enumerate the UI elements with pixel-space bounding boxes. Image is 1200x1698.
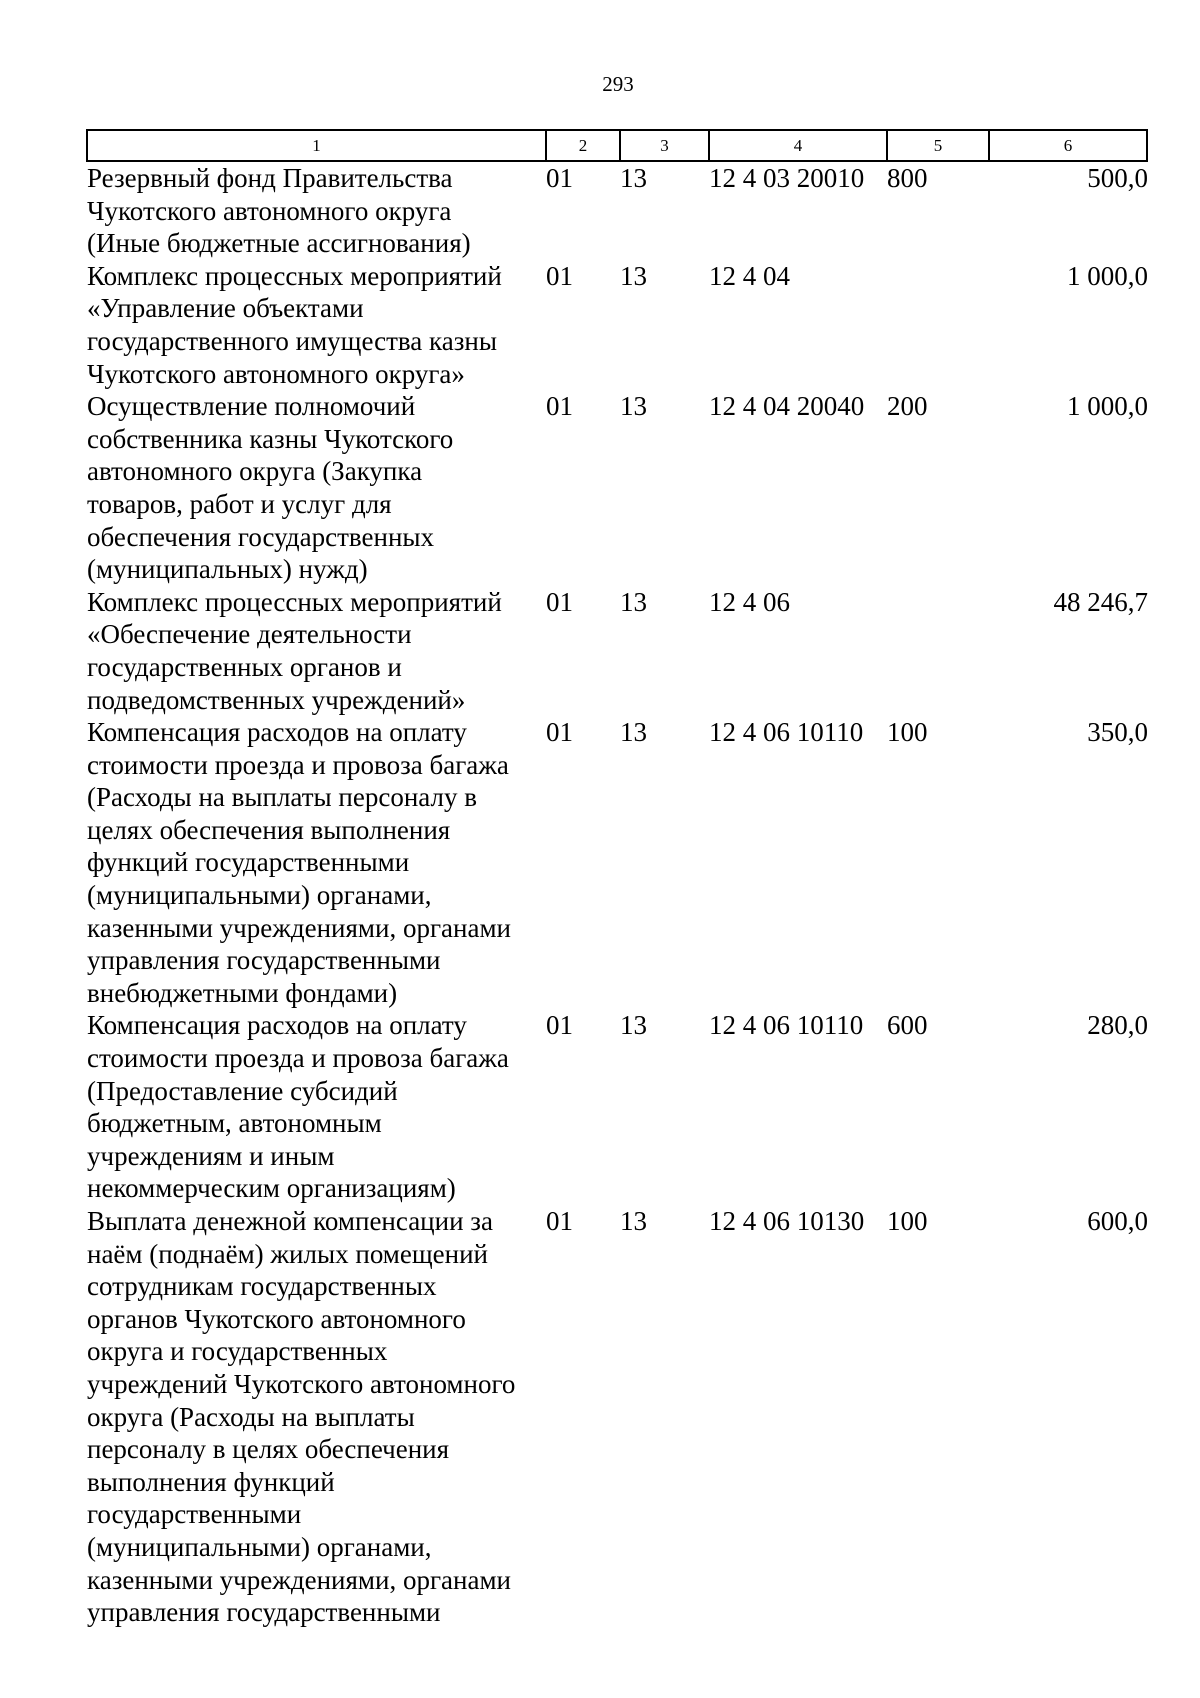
table-row bbox=[86, 390, 1148, 586]
table-row bbox=[86, 586, 1148, 716]
expense-name-line: Компенсация расходов на оплату bbox=[87, 717, 467, 748]
target-article-code: 12 4 04 20040 bbox=[709, 391, 865, 422]
subsection-code: 13 bbox=[620, 1010, 647, 1041]
subsection-code: 13 bbox=[620, 163, 647, 193]
expense-name-line: персоналу в целях обеспечения bbox=[87, 1434, 450, 1465]
expense-type-code: 100 bbox=[887, 1206, 928, 1236]
subsection-code: 13 bbox=[620, 586, 647, 617]
expense-name-line: Комплекс процессных мероприятий bbox=[87, 586, 502, 617]
expense-name-line: казенными учреждениями, органами bbox=[87, 912, 511, 943]
table-row bbox=[86, 260, 1148, 390]
expense-name-line: автономного округа (Закупка bbox=[87, 456, 423, 487]
amount: 48 246,7 bbox=[1053, 586, 1148, 617]
expense-name-line: обеспечения государственных bbox=[87, 521, 435, 552]
expense-name bbox=[86, 1205, 546, 1629]
amount: 280,0 bbox=[1087, 1010, 1148, 1041]
amount: 1 000,0 bbox=[1067, 260, 1148, 291]
expense-name-line: Чукотского автономного округа bbox=[87, 195, 452, 226]
subsection-code: 13 bbox=[620, 717, 647, 748]
expense-name-line: (Предоставление субсидий bbox=[87, 1075, 398, 1106]
header-col-2: 2 bbox=[546, 130, 620, 161]
section-code: 01 bbox=[546, 1010, 573, 1041]
expense-name-line: целях обеспечения выполнения bbox=[87, 814, 451, 845]
expense-name-line: округа и государственных bbox=[87, 1336, 388, 1367]
subsection-code: 13 bbox=[620, 391, 647, 422]
expense-name-line: стоимости проезда и провоза багажа bbox=[87, 749, 509, 780]
section-code: 01 bbox=[546, 1206, 573, 1236]
expense-name-line: «Обеспечение деятельности bbox=[87, 619, 412, 650]
subsection-code: 13 bbox=[620, 1206, 647, 1236]
expense-name-line: учреждениям и иным bbox=[87, 1140, 335, 1171]
expense-name bbox=[86, 162, 546, 260]
target-article-code: 12 4 06 10110 bbox=[709, 717, 864, 748]
header-col-4: 4 bbox=[709, 130, 887, 161]
target-article-code: 12 4 06 10110 bbox=[709, 1010, 864, 1041]
subsection-code: 13 bbox=[620, 260, 647, 291]
expense-name-line: Комплекс процессных мероприятий bbox=[87, 260, 502, 291]
expense-name-line: «Управление объектами bbox=[87, 293, 364, 324]
table-row bbox=[86, 162, 1148, 260]
expense-name-line: Резервный фонд Правительства bbox=[87, 163, 453, 193]
column-number-header bbox=[86, 129, 1148, 162]
target-article-code: 12 4 03 20010 bbox=[709, 163, 865, 193]
expense-name-line: государственных органов и bbox=[87, 651, 402, 682]
expense-name-line: (Расходы на выплаты персоналу в bbox=[87, 782, 477, 813]
expense-name-line: казенными учреждениями, органами bbox=[87, 1564, 511, 1595]
expense-name-line: некоммерческим организациям) bbox=[87, 1173, 456, 1204]
header-col-5: 5 bbox=[887, 130, 989, 161]
expense-name-line: (Иные бюджетные ассигнования) bbox=[87, 228, 471, 259]
expense-name-line: стоимости проезда и провоза багажа bbox=[87, 1043, 509, 1074]
expense-name-line: государственными bbox=[87, 1499, 302, 1530]
expense-type-code: 100 bbox=[887, 717, 928, 748]
expense-name bbox=[86, 260, 546, 390]
expense-type-code: 200 bbox=[887, 391, 928, 422]
header-col-1: 1 bbox=[87, 130, 546, 161]
table-row bbox=[86, 1009, 1148, 1205]
expense-name-line: бюджетным, автономным bbox=[87, 1108, 382, 1139]
expense-name-line: выполнения функций bbox=[87, 1466, 335, 1497]
expense-name bbox=[86, 390, 546, 586]
expense-name-line: органов Чукотского автономного bbox=[87, 1303, 466, 1334]
expense-name-line: собственника казны Чукотского bbox=[87, 423, 454, 454]
header-col-3: 3 bbox=[620, 130, 709, 161]
amount: 350,0 bbox=[1087, 717, 1148, 748]
expense-name bbox=[86, 586, 546, 716]
target-article-code: 12 4 06 10130 bbox=[709, 1206, 865, 1236]
expense-name-line: управления государственными bbox=[87, 1597, 441, 1628]
header-col-6: 6 bbox=[989, 130, 1147, 161]
amount: 600,0 bbox=[1087, 1206, 1148, 1236]
amount: 500,0 bbox=[1087, 163, 1148, 193]
target-article-code: 12 4 06 bbox=[709, 586, 790, 617]
expense-name bbox=[86, 1009, 546, 1205]
expense-name-line: внебюджетными фондами) bbox=[87, 977, 398, 1008]
expense-name-line: функций государственными bbox=[87, 847, 410, 878]
expense-name-line: наём (поднаём) жилых помещений bbox=[87, 1238, 488, 1269]
target-article-code: 12 4 04 bbox=[709, 260, 790, 291]
expense-name-line: (муниципальными) органами, bbox=[87, 1531, 432, 1562]
section-code: 01 bbox=[546, 391, 573, 422]
section-code: 01 bbox=[546, 586, 573, 617]
section-code: 01 bbox=[546, 717, 573, 748]
section-code: 01 bbox=[546, 163, 573, 193]
amount: 1 000,0 bbox=[1067, 391, 1148, 422]
expense-type-code: 600 bbox=[887, 1010, 928, 1041]
expense-name-line: Выплата денежной компенсации за bbox=[87, 1206, 493, 1236]
expense-name-line: Компенсация расходов на оплату bbox=[87, 1010, 467, 1041]
table-row bbox=[86, 716, 1148, 1009]
expense-name-line: (муниципальными) органами, bbox=[87, 880, 432, 911]
expense-name-line: государственного имущества казны bbox=[87, 325, 497, 356]
expense-name-line: округа (Расходы на выплаты bbox=[87, 1401, 415, 1432]
expense-name-line: Осуществление полномочий bbox=[87, 391, 416, 422]
page-number: 293 bbox=[602, 72, 634, 96]
budget-table-body bbox=[86, 162, 1148, 1629]
section-code: 01 bbox=[546, 260, 573, 291]
table-row bbox=[86, 1205, 1148, 1629]
expense-name-line: (муниципальных) нужд) bbox=[87, 554, 368, 585]
expense-name-line: управления государственными bbox=[87, 945, 441, 976]
expense-type-code: 800 bbox=[887, 163, 928, 193]
expense-name-line: товаров, работ и услуг для bbox=[87, 488, 392, 519]
expense-name bbox=[86, 716, 546, 1009]
expense-name-line: подведомственных учреждений» bbox=[87, 684, 466, 715]
expense-name-line: Чукотского автономного округа» bbox=[87, 358, 465, 389]
expense-name-line: учреждений Чукотского автономного bbox=[87, 1368, 516, 1399]
expense-name-line: сотрудникам государственных bbox=[87, 1271, 437, 1302]
